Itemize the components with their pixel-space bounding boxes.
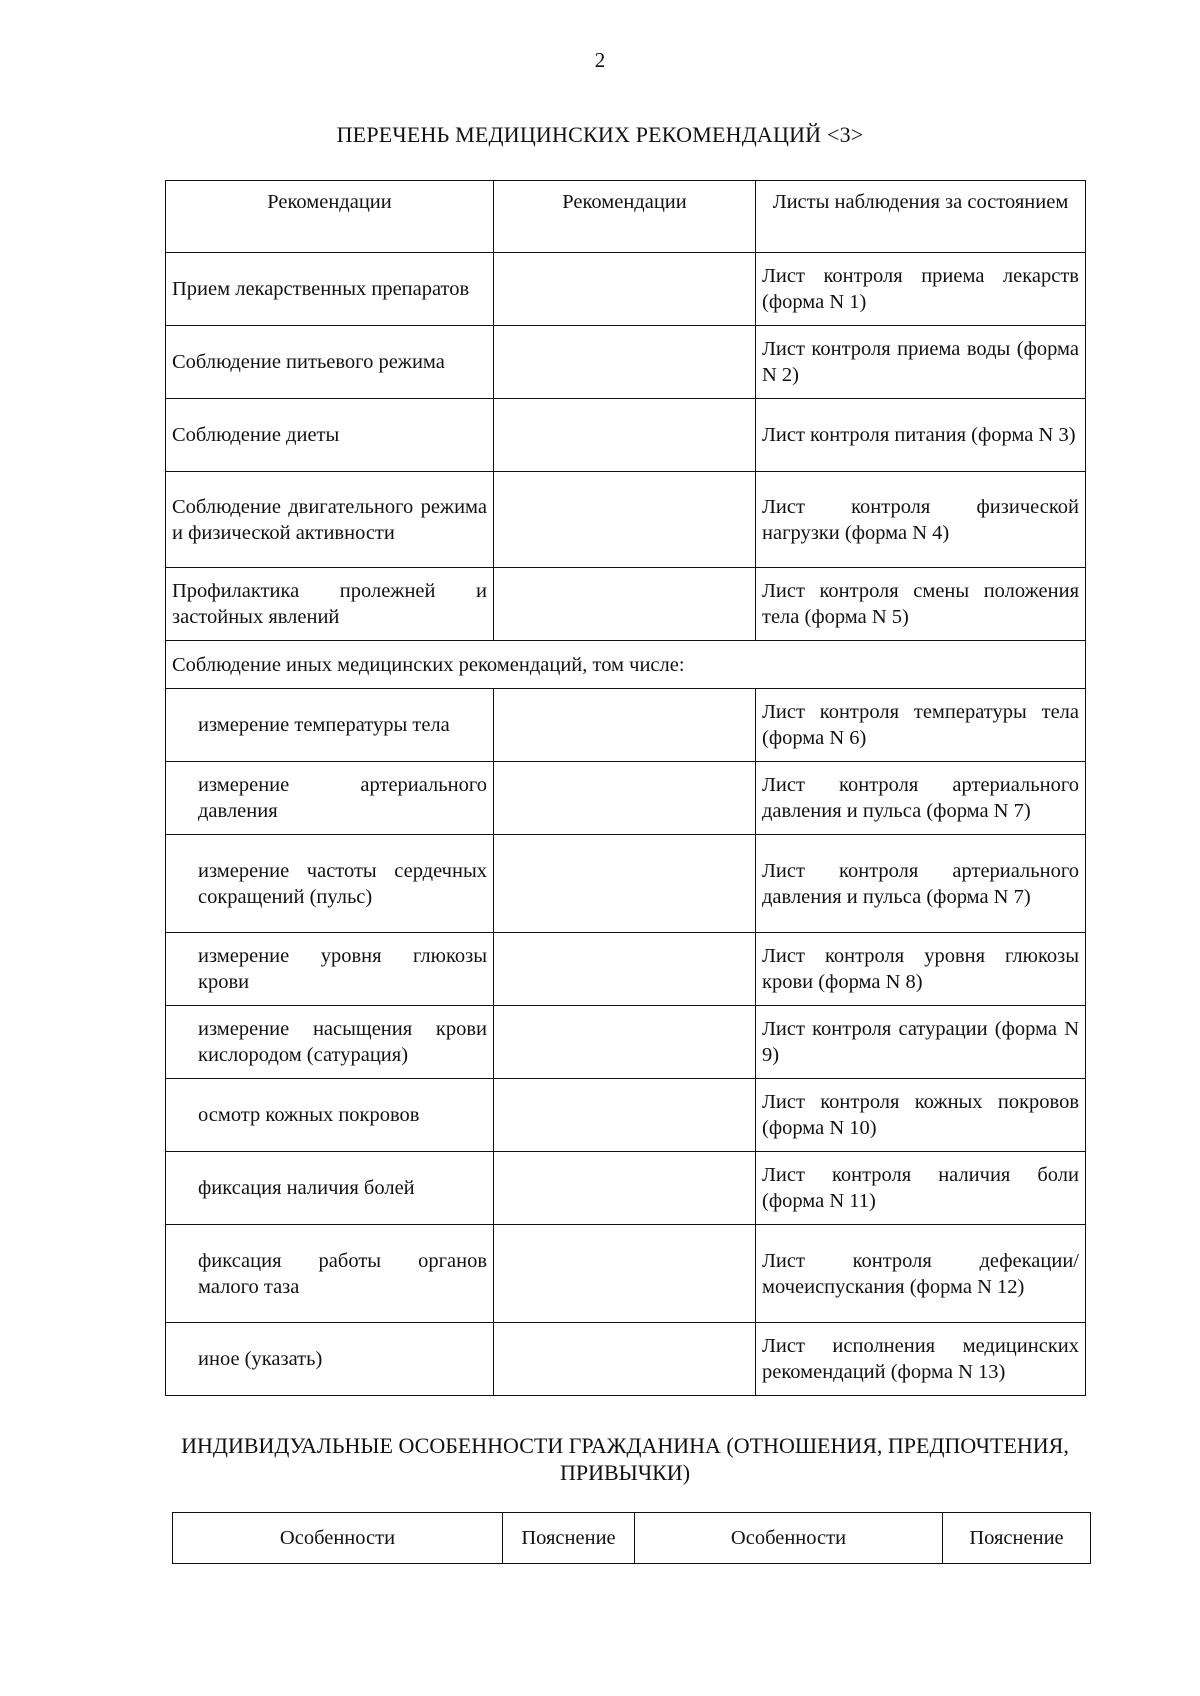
table-row xyxy=(166,1323,1086,1396)
table-row xyxy=(166,1006,1086,1079)
column-header: Особенности xyxy=(173,1513,503,1564)
table-row xyxy=(166,1152,1086,1225)
table-row xyxy=(166,326,1086,399)
empty-cell xyxy=(494,253,756,326)
empty-cell xyxy=(494,835,756,933)
table-row xyxy=(166,1079,1086,1152)
empty-cell xyxy=(494,1152,756,1225)
table-row xyxy=(166,568,1086,641)
empty-cell xyxy=(494,472,756,568)
sheet-cell: Лист контроля приема лекарств (форма N 1) xyxy=(756,253,1086,326)
empty-cell xyxy=(494,1323,756,1396)
empty-cell xyxy=(494,689,756,762)
column-header: Особенности xyxy=(635,1513,943,1564)
sheet-cell: Лист исполнения медицинских рекомендаций (форма N 13) xyxy=(756,1323,1086,1396)
sheet-cell: Лист контроля наличия боли (форма N 11) xyxy=(756,1152,1086,1225)
column-header: Пояснение xyxy=(503,1513,635,1564)
recommendation-cell: измерение насыщения крови кислородом (сатурация) xyxy=(166,1006,494,1079)
empty-cell xyxy=(494,568,756,641)
table-header-row xyxy=(166,181,1086,253)
table-row xyxy=(166,689,1086,762)
recommendation-cell: Соблюдение питьевого режима xyxy=(166,326,494,399)
table-row xyxy=(166,933,1086,1006)
recommendations-table xyxy=(165,180,1086,1396)
table-row xyxy=(166,472,1086,568)
sheet-cell: Лист контроля приема воды (форма N 2) xyxy=(756,326,1086,399)
sheet-cell: Лист контроля физической нагрузки (форма N 4) xyxy=(756,472,1086,568)
section-title: ИНДИВИДУАЛЬНЫЕ ОСОБЕННОСТИ ГРАЖДАНИНА (ОТНОШЕНИЯ, ПРЕДПОЧТЕНИЯ, ПРИВЫЧКИ) xyxy=(181,1433,1069,1485)
recommendation-cell: измерение температуры тела xyxy=(166,689,494,762)
other-recommendations-label: Соблюдение иных медицинских рекомендаций, том числе: xyxy=(166,641,1086,689)
sheet-cell: Лист контроля сатурации (форма N 9) xyxy=(756,1006,1086,1079)
empty-cell xyxy=(494,399,756,472)
empty-cell xyxy=(494,326,756,399)
recommendation-cell: Профилактика пролежней и застойных явлений xyxy=(166,568,494,641)
recommendation-cell: фиксация работы органов малого таза xyxy=(166,1225,494,1323)
empty-cell xyxy=(494,762,756,835)
table-header-row xyxy=(173,1513,1091,1564)
page-title: ПЕРЕЧЕНЬ МЕДИЦИНСКИХ РЕКОМЕНДАЦИЙ <3> xyxy=(336,122,864,147)
sheet-cell: Лист контроля артериального давления и пульса (форма N 7) xyxy=(756,835,1086,933)
table-row-other xyxy=(166,641,1086,689)
sheet-cell: Лист контроля уровня глюкозы крови (форма N 8) xyxy=(756,933,1086,1006)
table-row xyxy=(166,399,1086,472)
recommendation-cell: иное (указать) xyxy=(166,1323,494,1396)
table-row xyxy=(166,835,1086,933)
sheet-cell: Лист контроля кожных покровов (форма N 10) xyxy=(756,1079,1086,1152)
recommendation-cell: Прием лекарственных препаратов xyxy=(166,253,494,326)
empty-cell xyxy=(494,933,756,1006)
empty-cell xyxy=(494,1079,756,1152)
recommendation-cell: осмотр кожных покровов xyxy=(166,1079,494,1152)
empty-cell xyxy=(494,1006,756,1079)
recommendation-cell: фиксация наличия болей xyxy=(166,1152,494,1225)
table-row xyxy=(166,1225,1086,1323)
sheet-cell: Лист контроля артериального давления и пульса (форма N 7) xyxy=(756,762,1086,835)
column-header: Рекомендации xyxy=(494,181,756,253)
recommendation-cell: Соблюдение диеты xyxy=(166,399,494,472)
page-number: 2 xyxy=(594,48,606,72)
sheet-cell: Лист контроля дефекации/мочеиспускания (форма N 12) xyxy=(756,1225,1086,1323)
table-row xyxy=(166,762,1086,835)
sheet-cell: Лист контроля питания (форма N 3) xyxy=(756,399,1086,472)
column-header: Пояснение xyxy=(943,1513,1091,1564)
column-header: Листы наблюдения за состоянием xyxy=(756,181,1086,253)
sheet-cell: Лист контроля смены положения тела (форма N 5) xyxy=(756,568,1086,641)
recommendation-cell: Соблюдение двигательного режима и физической активности xyxy=(166,472,494,568)
recommendation-cell: измерение артериального давления xyxy=(166,762,494,835)
recommendation-cell: измерение частоты сердечных сокращений (пульс) xyxy=(166,835,494,933)
column-header: Рекомендации xyxy=(166,181,494,253)
recommendation-cell: измерение уровня глюкозы крови xyxy=(166,933,494,1006)
features-table xyxy=(172,1512,1091,1564)
empty-cell xyxy=(494,1225,756,1323)
table-row xyxy=(166,253,1086,326)
sheet-cell: Лист контроля температуры тела (форма N 6) xyxy=(756,689,1086,762)
